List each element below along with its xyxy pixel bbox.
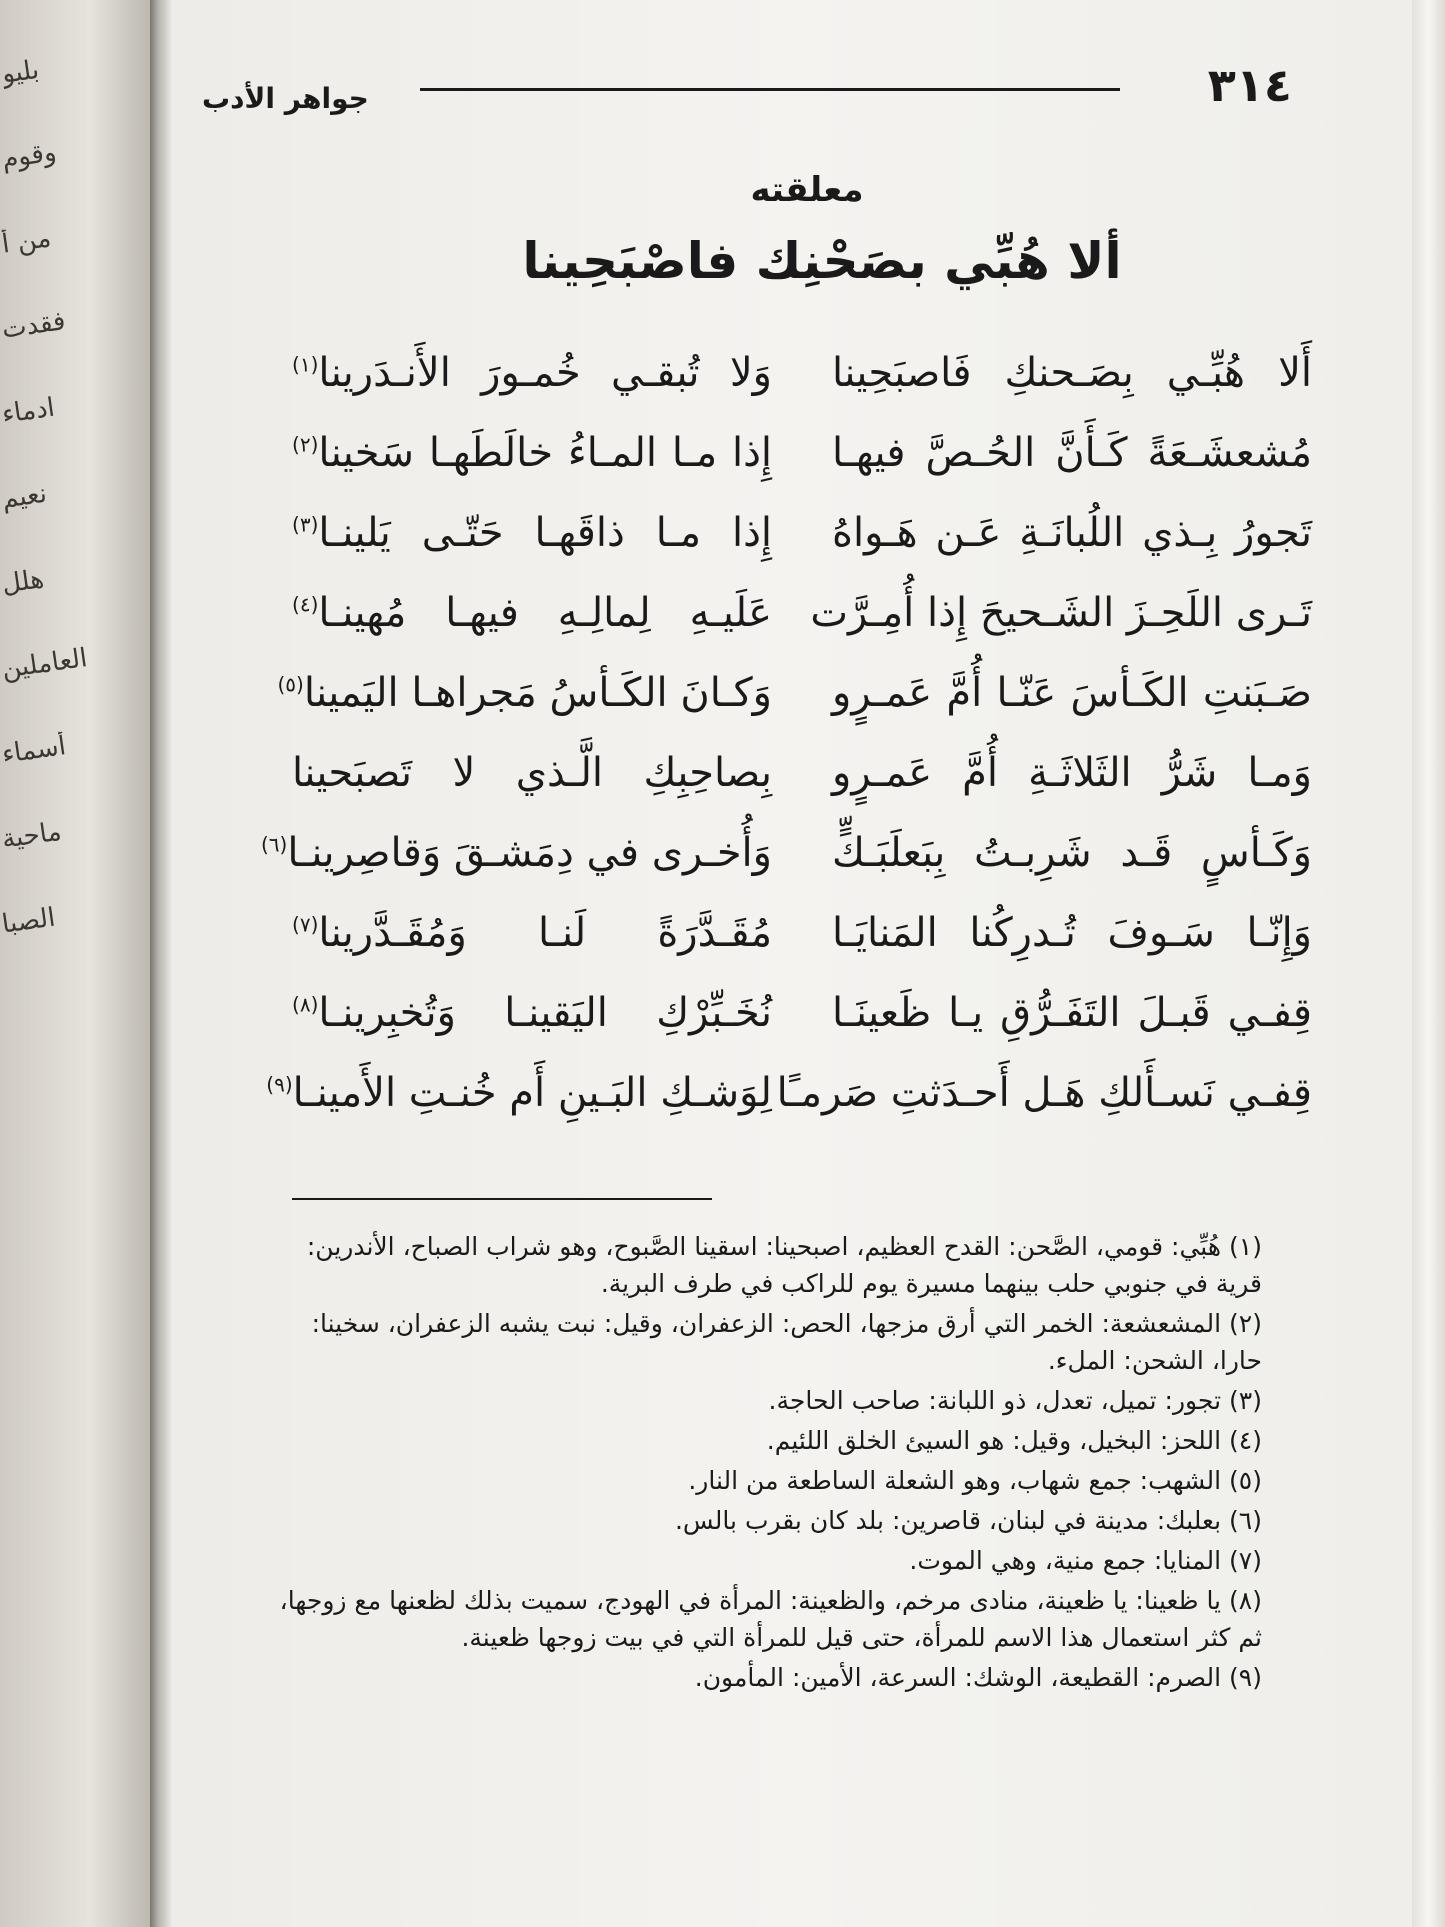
footnote-text: المنايا: جمع منية، وهي الموت. [909,1546,1222,1575]
verse-first-hemistich: تَجورُ بِـذي اللُبانَـةِ عَـن هَـواهُ [832,510,1312,556]
left-page-text-fragment: وقوم [0,137,59,175]
footnote-reference: (٢) [292,432,319,457]
verse-second-hemistich [292,910,772,956]
footnote-number: (٣) [1229,1386,1262,1415]
footnote-text: تجور: تميل، تعدل، ذو اللبانة: صاحب الحاجة. [768,1386,1222,1415]
footnote-text: يا ظعينا: يا ظعينة، منادى مرخم، والظعينة: المرأة في الهودج، سميت بذلك لظعنها مع زوجها، ثم كثر استعمال هذا الاسم للمرأة، حتى قيل للمرأة التي في بيت زوجها ظعينة. [279,1586,1262,1652]
footnote-number: (٨) [1229,1586,1262,1615]
poem-verse [172,750,1412,830]
footnote-number: (٦) [1229,1506,1262,1535]
verse-second-hemistich-text: لِوَشـكِ البَـينِ أَم خُنـتِ الأَمينـا [292,1070,772,1116]
poem-verse [172,350,1412,430]
verse-first-hemistich: تَـرى اللَحِـزَ الشَـحيحَ إِذا أُمِـرَّت [810,590,1312,636]
footnote-reference: (٦) [260,832,288,857]
left-page-text-fragment: ماحية [0,816,64,855]
poem-verse [172,1070,1412,1150]
footnote-text: بعلبك: مدينة في لبنان، قاصرين: بلد كان بقرب بالس. [674,1506,1222,1535]
verse-second-hemistich-text: بِصاحِبِكِ الَّـذي لا تَصبَحينا [292,750,772,796]
footnote [262,1305,1262,1379]
poem-verse [172,590,1412,670]
footnote-reference: (٣) [292,512,319,537]
verse-second-hemistich [277,670,772,716]
verse-first-hemistich: وَكَـأسٍ قَـد شَرِبـتُ بِبَعلَبَـكٍّ [832,830,1312,876]
verse-second-hemistich-text: وَأُخـرى في دِمَشـقَ وَقاصِرينـا [287,830,772,876]
verse-first-hemistich: قِفـي نَسـأَلكِ هَـل أَحـدَثتِ صَرمـًا [776,1070,1312,1116]
page-edge [1412,0,1445,1927]
verse-second-hemistich-text: عَلَيـهِ لِمالِـهِ فيهـا مُهينـا [318,590,772,636]
left-page-text-fragment: أسماء [0,731,68,770]
footnote [262,1659,1262,1696]
verse-second-hemistich [292,590,772,636]
footnote [262,1228,1262,1302]
left-page-text-fragment: بليو [0,54,41,90]
footnote-number: (٩) [1229,1663,1262,1692]
footnote-reference: (٧) [292,912,319,937]
footnote [262,1542,1262,1579]
header-rule [420,88,1120,91]
book-page [172,0,1412,1927]
poem-verse [172,830,1412,910]
footnote-reference: (٤) [292,592,319,617]
footnote-reference: (٩) [266,1072,293,1097]
poem-verse [172,670,1412,750]
page-header [172,48,1412,128]
running-book-title: جواهر الأدب [202,82,369,115]
footnote [262,1582,1262,1656]
section-label: معلقته [750,170,864,210]
verse-second-hemistich [260,830,772,876]
verse-second-hemistich-text: نُخَـبِّرْكِ اليَقينـا وَتُخبِرينـا [318,990,772,1036]
poem-verse [172,910,1412,990]
left-page-text-fragment: نعيم [0,478,49,515]
left-page-text-fragment: فقدت [0,306,68,345]
verse-second-hemistich [292,430,772,476]
left-page-text-fragment: العاملين [0,643,90,685]
footnote-number: (٤) [1229,1426,1262,1455]
footnote-reference: (١) [292,352,319,377]
book-gutter [150,0,172,1927]
verse-first-hemistich: أَلا هُبِّـي بِصَـحنكِ فَاصبَحِينا [832,350,1312,396]
footnote-text: اللحز: البخيل، وقيل: هو السيئ الخلق اللئيم. [766,1426,1222,1455]
verse-second-hemistich-text: وَلا تُبقـي خُمـورَ الأَنـدَرينا [318,350,772,396]
footnote [262,1462,1262,1499]
verse-second-hemistich [292,350,772,396]
verse-second-hemistich-text: وَكـانَ الكَـأسُ مَجراهـا اليَمينا [303,670,772,716]
verse-second-hemistich [292,510,772,556]
footnote-text: المشعشعة: الخمر التي أرق مزجها، الحص: الزعفران، وقيل: نبت يشبه الزعفران، سخينا: حارا، الشحن: الملء. [311,1309,1262,1375]
footnote-reference: (٥) [277,672,304,697]
poem [172,350,1412,1150]
footnote-rule [292,1198,712,1200]
footnote-number: (٧) [1229,1546,1262,1575]
left-facing-page [0,0,150,1927]
verse-first-hemistich: صَـبَنتِ الكَـأسَ عَنّـا أُمَّ عَمـرٍو [832,670,1312,716]
verse-first-hemistich: وَإِنّـا سَـوفَ تُـدرِكُنا المَنايَـا [832,910,1312,956]
footnote [262,1382,1262,1419]
footnote-text: الشهب: جمع شهاب، وهو الشعلة الساطعة من النار. [688,1466,1222,1495]
left-page-text-fragment: هلل [0,564,46,600]
verse-second-hemistich [266,1070,772,1116]
footnote-number: (٢) [1229,1309,1262,1338]
verse-second-hemistich [292,750,772,796]
left-page-text-fragment: ادماء [0,392,57,430]
verse-first-hemistich: قِفـي قَبـلَ التَفَـرُّقِ يـا ظَعينَـا [832,990,1312,1036]
poem-title: ألا هُبِّي بصَحْنِك فاصْبَحِينا [522,232,1122,290]
poem-verse [172,510,1412,590]
footnote-text: الصرم: القطيعة، الوشك: السرعة، الأمين: المأمون. [694,1663,1222,1692]
page-number: ٣١٤ [1207,58,1292,112]
poem-verse [172,430,1412,510]
left-page-text-fragment: الصبا [0,902,58,940]
footnote-reference: (٨) [292,992,319,1017]
footnote-text: هُبِّي: قومي، الصَّحن: القدح العظيم، اصبحينا: اسقينا الصَّبوح، وهو شراب الصباح، الأندرين: قرية في جنوبي حلب بينهما مسيرة يوم للراكب في طرف البرية. [306,1232,1262,1298]
footnotes [262,1228,1262,1699]
verse-second-hemistich-text: إِذا مـا ذاقَهـا حَتّـى يَلينـا [318,510,772,556]
verse-second-hemistich-text: مُقَـدَّرَةً لَنـا وَمُقَـدَّرينا [318,910,772,956]
footnote [262,1502,1262,1539]
verse-first-hemistich: وَمـا شَرُّ الثَلاثَـةِ أُمَّ عَمـرٍو [832,750,1312,796]
verse-second-hemistich-text: إِذا مـا المـاءُ خالَطَهـا سَخينا [318,430,772,476]
left-page-text-fragment: من أ [0,223,53,260]
verse-second-hemistich [292,990,772,1036]
footnote-number: (٥) [1229,1466,1262,1495]
verse-first-hemistich: مُشعشَـعَةً كَـأَنَّ الحُـصَّ فيهـا [832,430,1312,476]
footnote [262,1422,1262,1459]
footnote-number: (١) [1229,1232,1262,1261]
poem-verse [172,990,1412,1070]
